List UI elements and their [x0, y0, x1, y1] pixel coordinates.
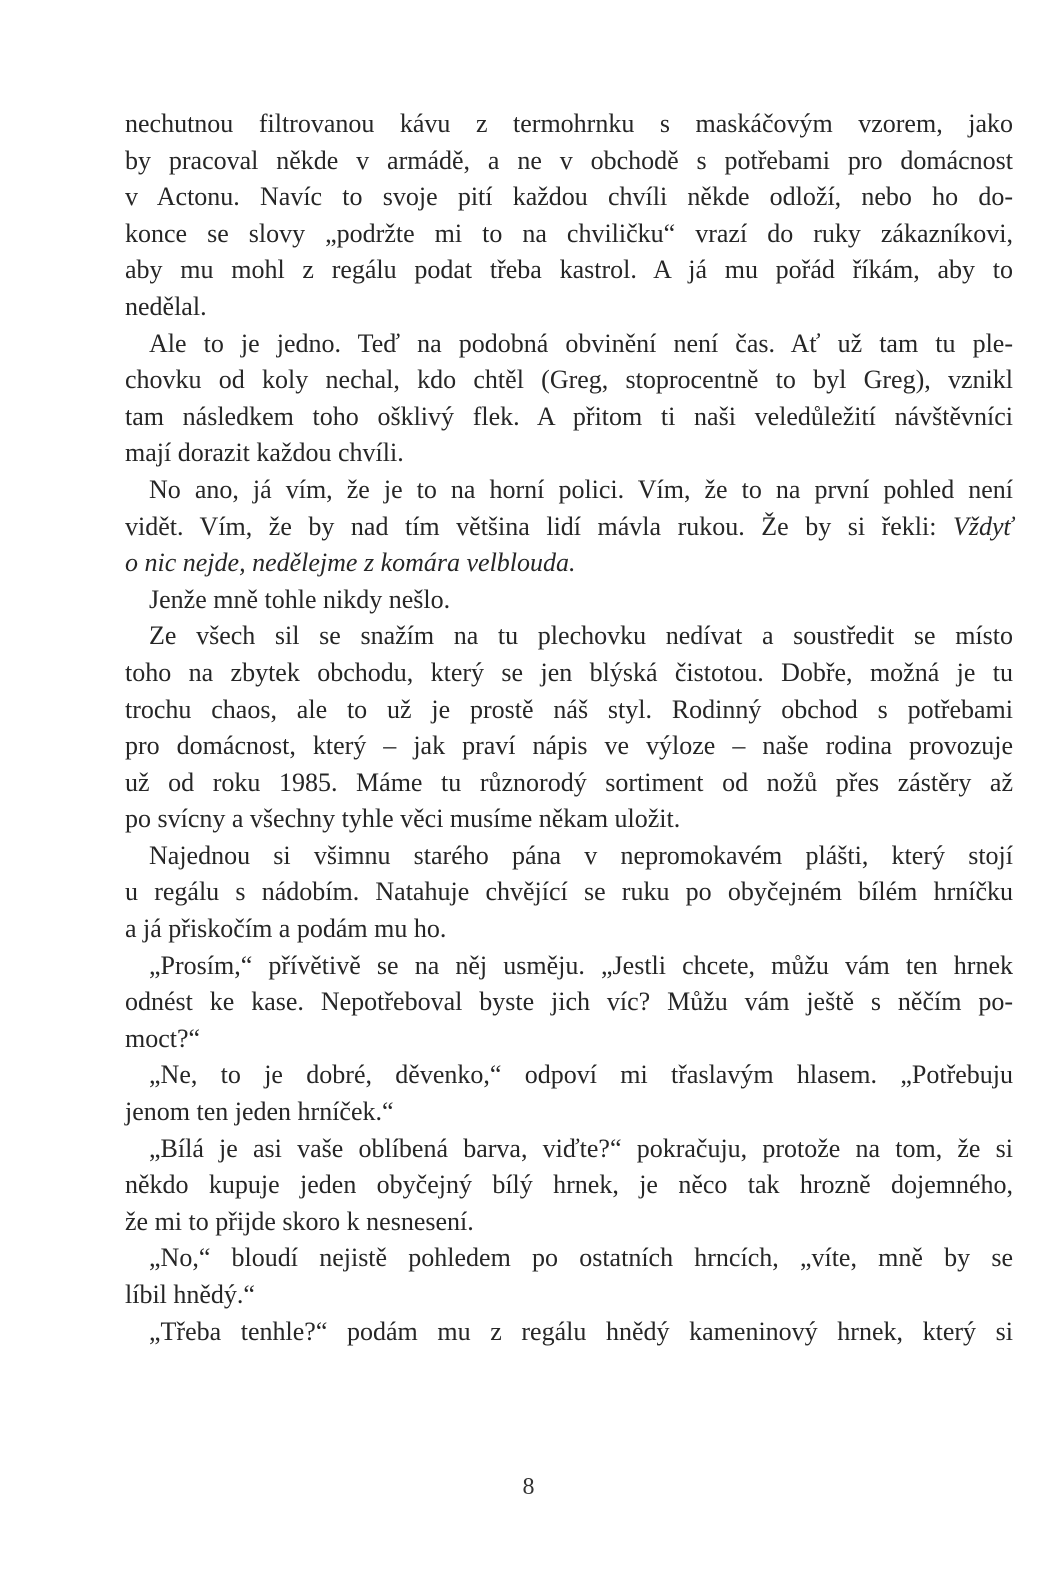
paragraph-first-line: Jenže mně tohle nikdy nešlo. — [149, 584, 451, 614]
text-line: nechutnou filtrovanou kávu z termohrnku s maskáčovým vzorem, jako — [125, 109, 1013, 138]
text-line: jenom ten jeden hrníček.“ — [125, 1097, 394, 1127]
text-line: v Actonu. Navíc to svoje pití každou chvíli někde odloží, nebo ho do- — [125, 182, 1013, 212]
text-line: toho na zbytek obchodu, který se jen blýská čistotou. Dobře, možná je tu — [125, 657, 1013, 687]
text-line: pro domácnost, který – jak praví nápis ve výloze – naše rodina provozuje — [125, 731, 1013, 761]
paragraph-first-line: Ze všech sil se snažím na tu plechovku nedívat a soustředit se místo — [149, 621, 1013, 651]
text-line: po svícny a všechny tyhle věci musíme někam uložit. — [125, 804, 681, 834]
text-line: mají dorazit každou chvíli. — [125, 438, 404, 468]
body-text — [125, 106, 1013, 1350]
text-line: aby mu mohl z regálu podat třeba kastrol. A já mu pořád říkám, aby to — [125, 255, 1013, 285]
paragraph-first-line: No ano, já vím, že je to na horní polici. Vím, že to na první pohled není — [149, 474, 1013, 504]
text-line: moct?“ — [125, 1023, 201, 1053]
text-line: chovku od koly nechal, kdo chtěl (Greg, stoprocentně to byl Greg), vznikl — [125, 365, 1013, 395]
paragraph-first-line: „No,“ bloudí nejistě pohledem po ostatních hrncích, „víte, mně by se — [149, 1243, 1013, 1273]
paragraph-first-line: „Prosím,“ přívětivě se na něj usměju. „Jestli chcete, můžu vám ten hrnek — [149, 950, 1013, 980]
text-line: nedělal. — [125, 291, 207, 321]
paragraph-first-line: „Bílá je asi vaše oblíbená barva, viďte?“ pokračuju, protože na tom, že si — [149, 1133, 1013, 1163]
paragraph-first-line: Ale to je jedno. Teď na podobná obvinění není čas. Ať už tam tu ple- — [149, 328, 1013, 358]
text-line: trochu chaos, ale to už je prostě náš styl. Rodinný obchod s potřebami — [125, 694, 1013, 724]
text-fragment: vidět. Vím, že by nad tím většina lidí mávla rukou. Že by si řekli: — [125, 511, 953, 541]
italic-line: o nic nejde, nedělejme z komára velblouda. — [125, 548, 576, 578]
text-line: a já přiskočím a podám mu ho. — [125, 914, 447, 944]
page-number: 8 — [522, 1474, 535, 1500]
paragraph-first-line: „Třeba tenhle?“ podám mu z regálu hnědý kameninový hrnek, který si — [149, 1316, 1013, 1346]
text-line: líbil hnědý.“ — [125, 1280, 255, 1309]
italic-fragment: Vždyť — [953, 511, 1013, 541]
text-line: odnést ke kase. Nepotřeboval byste jich víc? Můžu vám ještě s něčím po- — [125, 987, 1013, 1017]
text-line: tam následkem toho ošklivý flek. A přitom ti naši veledůležití návštěvníci — [125, 401, 1013, 431]
paragraph-first-line: „Ne, to je dobré, děvenko,“ odpoví mi třaslavým hlasem. „Potřebuju — [149, 1060, 1013, 1090]
text-line: u regálu s nádobím. Natahuje chvějící se ruku po obyčejném bílém hrníčku — [125, 877, 1013, 907]
text-line: už od roku 1985. Máme tu různorodý sortiment od nožů přes zástěry až — [125, 767, 1013, 797]
text-line: někdo kupuje jeden obyčejný bílý hrnek, je něco tak hrozně dojemného, — [125, 1170, 1013, 1200]
text-line-with-italic — [125, 509, 1013, 546]
text-line: by pracoval někde v armádě, a ne v obchodě s potřebami pro domácnost — [125, 145, 1013, 175]
text-line: že mi to přijde skoro k nesnesení. — [125, 1206, 474, 1236]
paragraph-first-line: Najednou si všimnu starého pána v nepromokavém plášti, který stojí — [149, 840, 1013, 870]
text-line: konce se slovy „podržte mi to na chviličku“ vrazí do ruky zákazníkovi, — [125, 218, 1013, 248]
